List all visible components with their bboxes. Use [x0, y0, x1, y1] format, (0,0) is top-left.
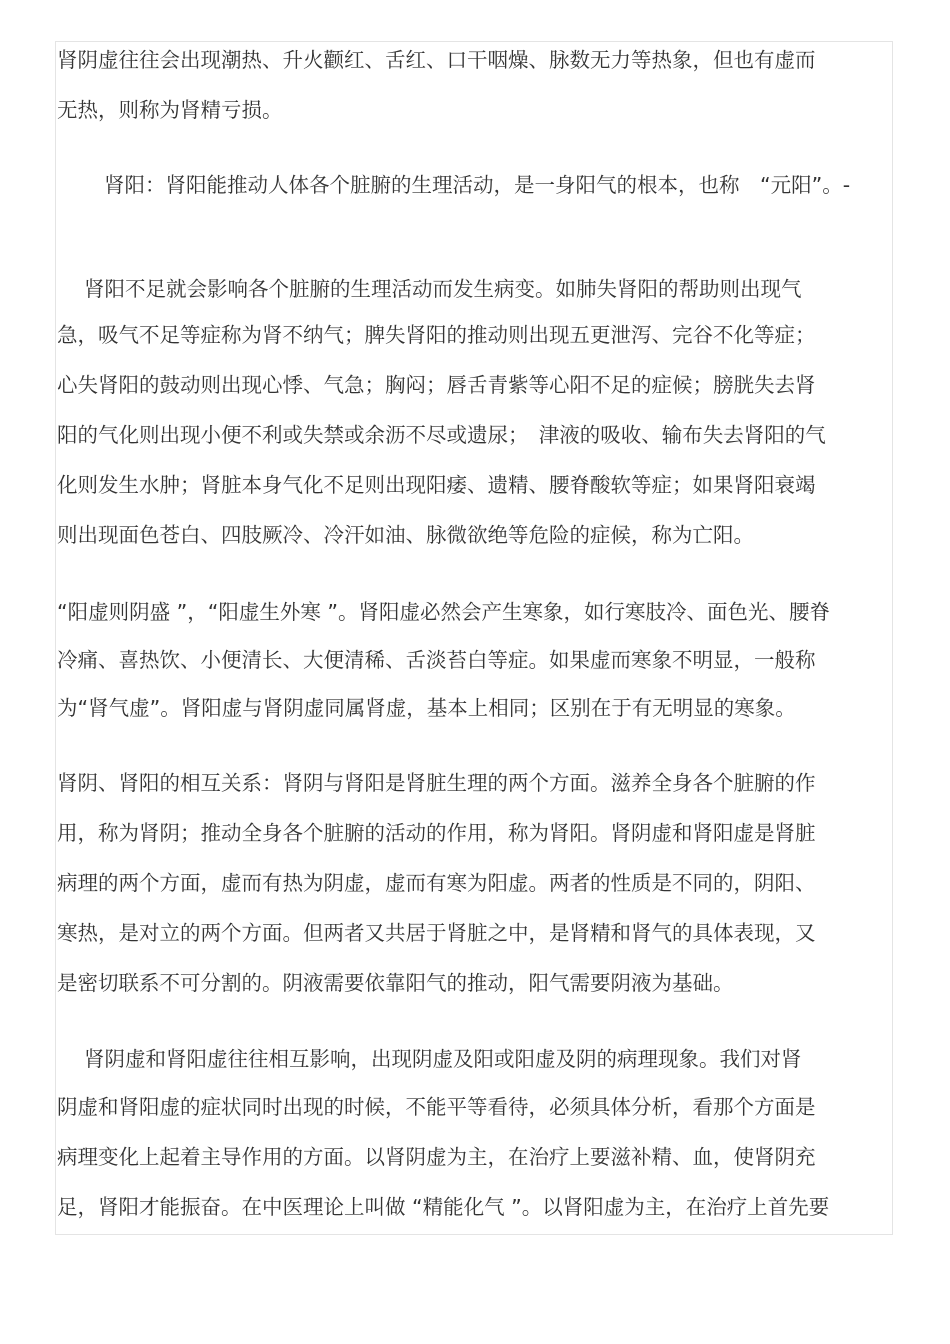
- text-line: 无热，则称为肾精亏损。: [57, 98, 283, 122]
- text-line: 阴虚和肾阳虚的症状同时出现的时候，不能平等看待，必须具体分析，看那个方面是: [57, 1095, 816, 1119]
- text-line: 足，肾阳才能振奋。在中医理论上叫做 “精能化气 ”。以肾阳虚为主，在治疗上首先要: [57, 1195, 830, 1219]
- text-line: “阳虚则阴盛 ”，“阳虚生外寒 ”。肾阳虚必然会产生寒象，如行寒肢冷、面色光、腰脊: [57, 600, 831, 624]
- text-line: 病理变化上起着主导作用的方面。以肾阴虚为主，在治疗上要滋补精、血，使肾阴充: [57, 1145, 816, 1169]
- text-line: 寒热，是对立的两个方面。但两者又共居于肾脏之中，是肾精和肾气的具体表现，又: [57, 921, 816, 945]
- text-line: 肾阳不足就会影响各个脏腑的生理活动而发生病变。如肺失肾阳的帮助则出现气: [84, 277, 802, 301]
- text-line: 肾阴虚和肾阳虚往往相互影响，出现阴虚及阳或阳虚及阴的病理现象。我们对肾: [84, 1047, 802, 1071]
- text-line: 肾阳：肾阳能推动人体各个脏腑的生理活动，是一身阳气的根本，也称 “元阳”。-: [104, 173, 851, 197]
- text-line: 肾阴、肾阳的相互关系：肾阴与肾阳是肾脏生理的两个方面。滋养全身各个脏腑的作: [57, 771, 816, 795]
- text-line: 则出现面色苍白、四肢厥冷、冷汗如油、脉微欲绝等危险的症候，称为亡阳。: [57, 523, 754, 547]
- text-line: 肾阴虚往往会出现潮热、升火颧红、舌红、口干咽燥、脉数无力等热象，但也有虚而: [57, 48, 816, 72]
- text-line: 冷痛、喜热饮、小便清长、大便清稀、舌淡苔白等症。如果虚而寒象不明显，一般称: [57, 648, 816, 672]
- text-line: 病理的两个方面，虚而有热为阴虚，虚而有寒为阳虚。两者的性质是不同的，阴阳、: [57, 871, 816, 895]
- text-line: 是密切联系不可分割的。阴液需要依靠阳气的推动，阳气需要阴液为基础。: [57, 971, 734, 995]
- text-line: 阳的气化则出现小便不利或失禁或余沥不尽或遗尿； 津液的吸收、输布失去肾阳的气: [57, 423, 826, 447]
- text-line: 用，称为肾阴；推动全身各个脏腑的活动的作用，称为肾阳。肾阴虚和肾阳虚是肾脏: [57, 821, 816, 845]
- text-line: 化则发生水肿；肾脏本身气化不足则出现阳痿、遗精、腰脊酸软等症；如果肾阳衰竭: [57, 473, 816, 497]
- text-line: 心失肾阳的鼓动则出现心悸、气急；胸闷；唇舌青紫等心阳不足的症候；膀胱失去肾: [57, 373, 816, 397]
- text-line: 急，吸气不足等症称为肾不纳气；脾失肾阳的推动则出现五更泄泻、完谷不化等症；: [57, 323, 816, 347]
- text-line: 为“肾气虚”。肾阳虚与肾阴虚同属肾虚，基本上相同；区别在于有无明显的寒象。: [57, 696, 796, 720]
